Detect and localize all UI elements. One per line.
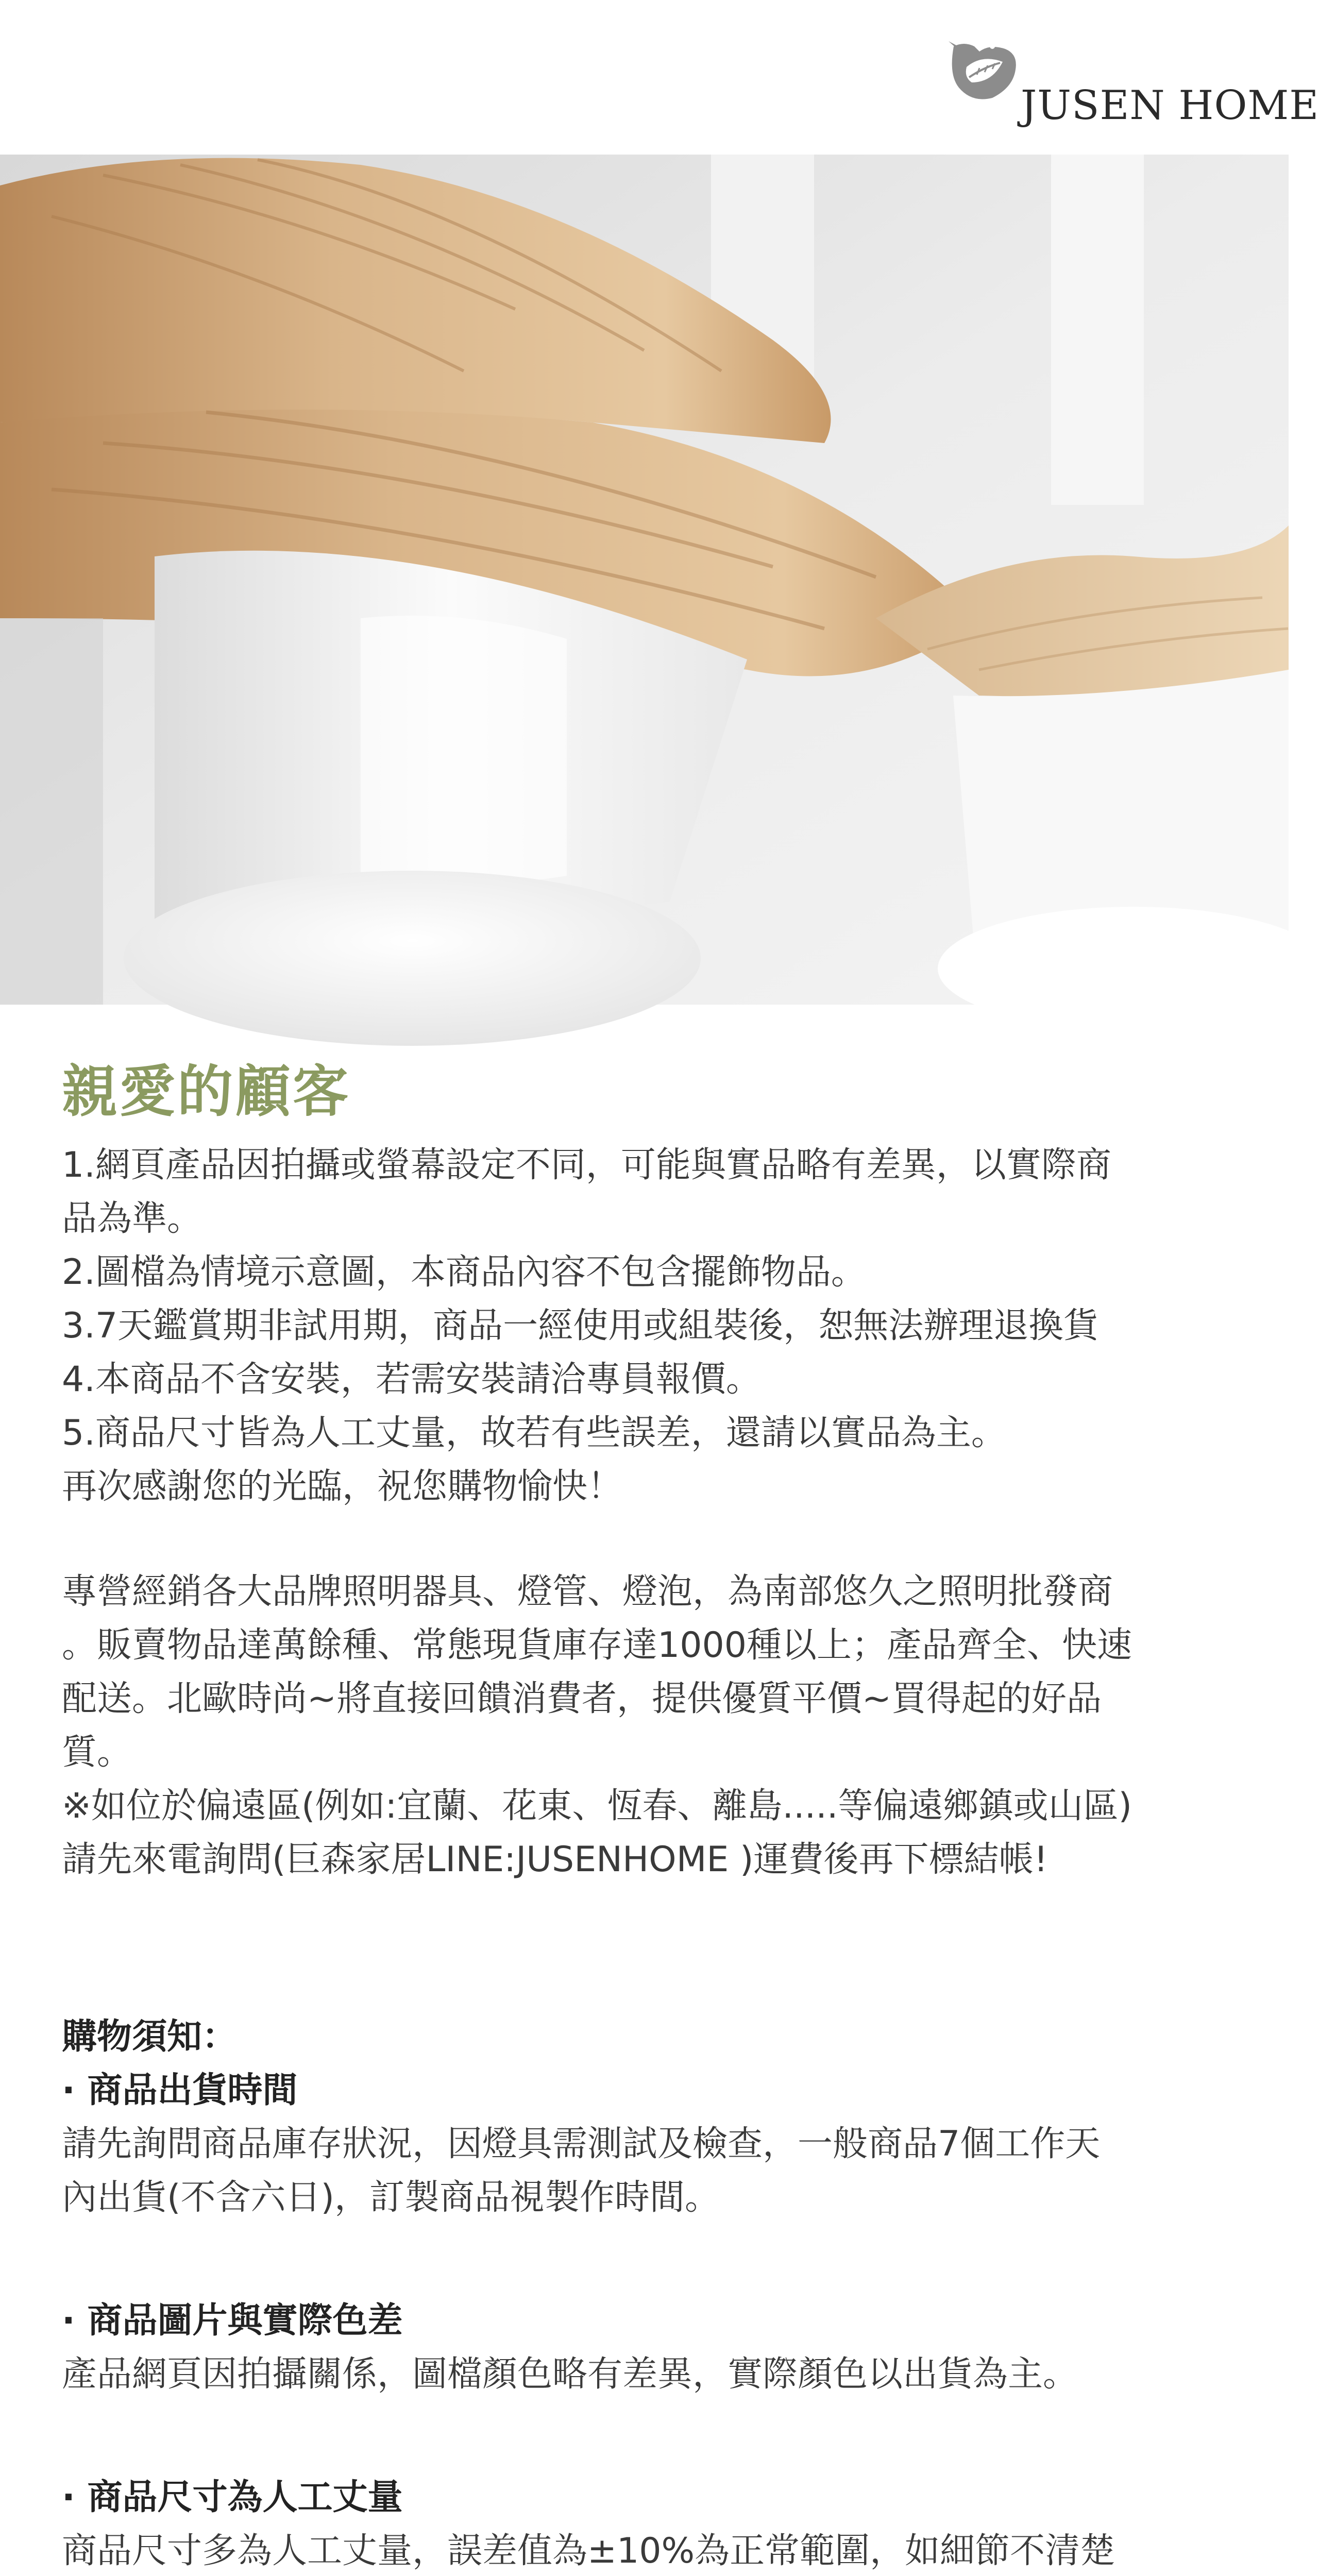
shopping-title: 購物須知： bbox=[62, 2016, 238, 2057]
page-header bbox=[0, 0, 1319, 155]
section-heading: · 商品出貨時間 bbox=[62, 2070, 298, 2111]
section-line: 產品網頁因拍攝關係，圖檔顏色略有差異，實際顏色以出貨為主。 bbox=[62, 2354, 1078, 2395]
shopping-notice bbox=[62, 2010, 1227, 2576]
note-line: 品為準。 bbox=[62, 1198, 202, 1239]
brand-logo[interactable] bbox=[943, 26, 1319, 129]
note-line: 1.網頁產品因拍攝或螢幕設定不同，可能與實品略有差異，以實際商 bbox=[62, 1145, 1111, 1185]
intro-line: 質。 bbox=[62, 1732, 132, 1773]
note-line: 4.本商品不含安裝，若需安裝請洽專員報價。 bbox=[62, 1359, 761, 1400]
section-line: 商品尺寸多為人工丈量，誤差值為±10%為正常範圍，如細節不清楚 bbox=[62, 2531, 1115, 2571]
section-size-measure bbox=[62, 2471, 1227, 2576]
customer-notes bbox=[62, 1139, 1227, 1514]
note-line: 3.7天鑑賞期非試用期，商品一經使用或組裝後，恕無法辦理退換貨 bbox=[62, 1306, 1099, 1346]
intro-line: ※如位於偏遠區(例如:宜蘭、花東、恆春、離島.....等偏遠鄉鎮或山區) bbox=[62, 1786, 1132, 1826]
intro-line: 請先來電詢問(巨森家居LINE:JUSENHOME )運費後再下標結帳! bbox=[62, 1839, 1048, 1880]
section-color-difference bbox=[62, 2294, 1227, 2401]
section-heading: · 商品圖片與實際色差 bbox=[62, 2300, 403, 2341]
main-content bbox=[62, 1056, 1227, 2576]
wooden-lamp-photo bbox=[0, 155, 1289, 1005]
company-intro bbox=[62, 1565, 1227, 1887]
section-line: 請先詢問商品庫存狀況，因燈具需測試及檢查，一般商品7個工作天 bbox=[62, 2124, 1101, 2164]
section-shipping-time bbox=[62, 2064, 1227, 2225]
intro-line: 專營經銷各大品牌照明器具、燈管、燈泡，為南部悠久之照明批發商 bbox=[62, 1571, 1113, 1612]
note-line: 2.圖檔為情境示意圖，本商品內容不包含擺飾物品。 bbox=[62, 1252, 866, 1293]
thanks-line: 再次感謝您的光臨，祝您購物愉快！ bbox=[62, 1466, 623, 1507]
section-line: 內出貨(不含六日)，訂製商品視製作時間。 bbox=[62, 2177, 720, 2218]
logo-text: JUSEN HOME bbox=[1021, 82, 1319, 129]
section-heading: · 商品尺寸為人工丈量 bbox=[62, 2477, 403, 2518]
greeting-title: 親愛的顧客 bbox=[62, 1060, 351, 1124]
note-line: 5.商品尺寸皆為人工丈量，故若有些誤差，還請以實品為主。 bbox=[62, 1413, 1006, 1453]
intro-line: 配送。北歐時尚~將直接回饋消費者，提供優質平價~買得起的好品 bbox=[62, 1679, 1102, 1719]
intro-line: 。販賣物品達萬餘種、常態現貨庫存達1000種以上；產品齊全、快速 bbox=[62, 1625, 1132, 1666]
hero-image bbox=[0, 155, 1289, 1005]
